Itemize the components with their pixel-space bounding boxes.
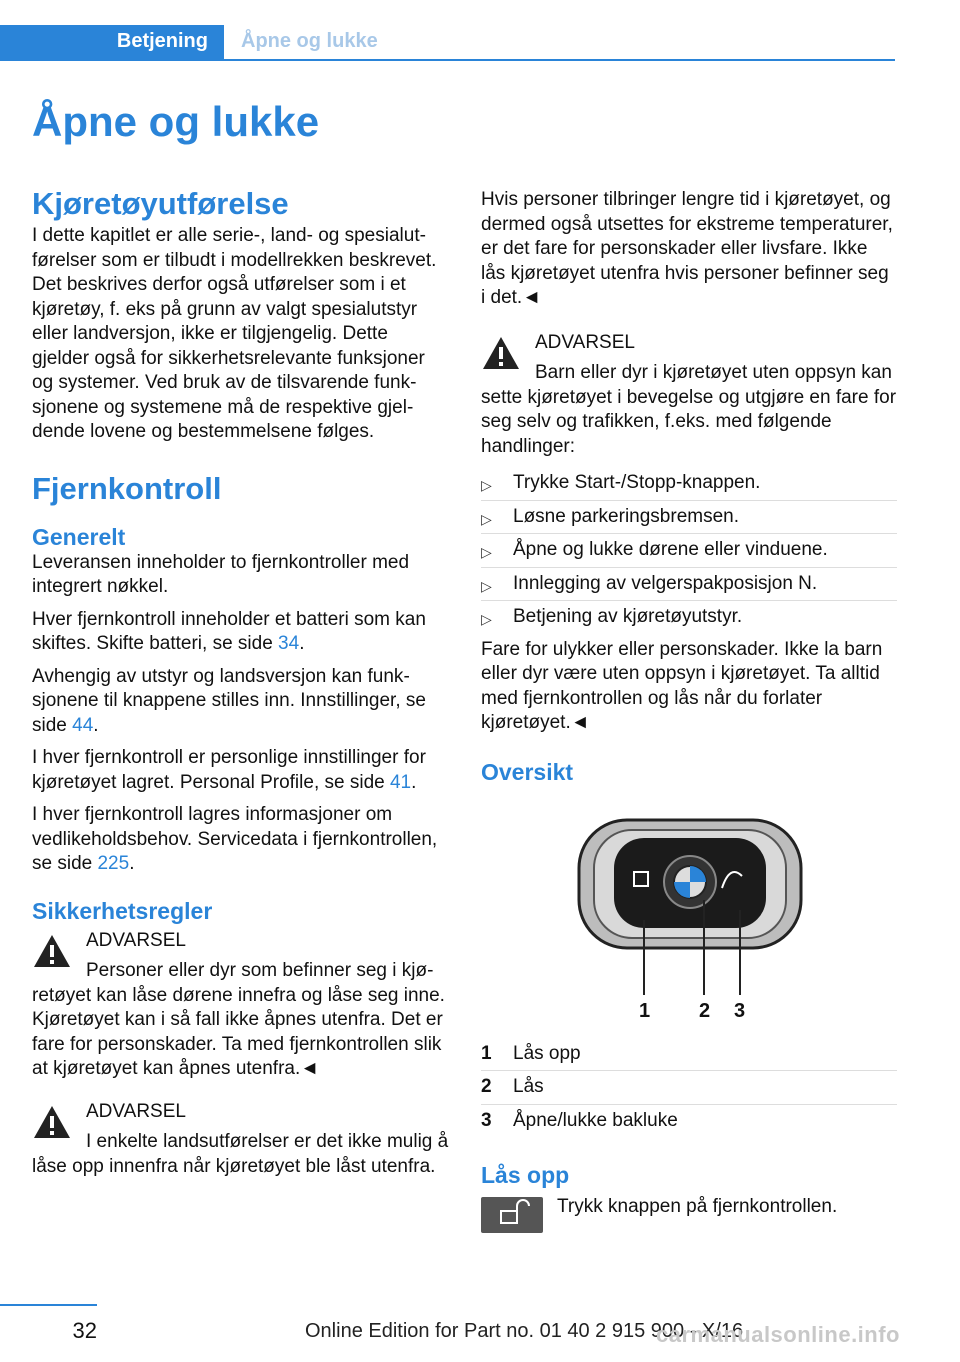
list-item: ▷ Innlegging av velgerspakposisjon N.: [481, 568, 897, 602]
list-item: ▷ Betjening av kjøretøyutstyr.: [481, 601, 897, 634]
page-link[interactable]: 44: [72, 714, 94, 736]
page-header: [0, 0, 895, 60]
remote-key-illustration: [564, 810, 814, 1020]
warning-block: [32, 929, 450, 1082]
list-item: ▷ Løsne parkeringsbremsen.: [481, 501, 897, 535]
action-list: [481, 467, 897, 634]
page-number-rule: [0, 1304, 97, 1343]
section-label: Betjening: [116, 30, 208, 52]
warning-block: [481, 331, 897, 460]
general-heading: Generelt: [32, 523, 126, 550]
warning-icon: [32, 1104, 72, 1140]
list-item: ▷ Åpne og lukke dørene eller vinduene.: [481, 534, 897, 568]
remote-heading: Fjernkontroll: [32, 470, 222, 506]
general-p2: Hver fjernkontroll inneholder et batteri som kan skiftes. Skifte batteri, se side 34.: [32, 608, 426, 654]
warning-icon: [32, 933, 72, 969]
warning-title: ADVARSEL: [86, 929, 186, 951]
figure-label: 3: [734, 999, 746, 1020]
page-link[interactable]: 34: [278, 633, 300, 654]
safety-heading: Sikkerhetsregler: [32, 897, 213, 924]
general-p1: Leveransen inneholder to fjernkontroller med integrert nøkkel.: [32, 551, 410, 597]
warning-after-text: Fare for ulykker eller personskader. Ikke la barn eller dyr være uten oppsyn i kjøretøyet. Ta alltid med fjernkontrollen og lås når du forlater kjøretøyet.◄: [481, 638, 883, 733]
general-p5: I hver fjernkontroll lagres informasjoner om vedlikeholdsbehov. Servicedata i fjernkontrollen, se side 225.: [32, 804, 438, 874]
triangle-bullet-icon: ▷: [481, 477, 492, 493]
chapter-tab: Åpne og lukke: [241, 30, 378, 52]
right-column: [481, 188, 897, 1239]
warning-text: I enkelte landsutførelser er det ikke mulig å låse opp innenfra når kjøretøyet ble låst utenfra.: [32, 1131, 449, 1177]
warning-title: ADVARSEL: [86, 1100, 186, 1122]
list-item: ▷ Trykke Start-/Stopp-knappen.: [481, 467, 897, 501]
page-number: 32: [72, 1318, 97, 1343]
vehicle-heading: Kjøretøyutførelse: [32, 186, 289, 221]
unlock-button-icon: [481, 1197, 543, 1233]
triangle-bullet-icon: ▷: [481, 577, 492, 594]
general-p4: I hver fjernkontroll er personlige innstillinger for kjøretøyet lagret. Personal Profile, se side 41.: [32, 747, 426, 793]
unlock-block: [481, 1191, 897, 1220]
left-column: [32, 186, 450, 1187]
warning-text: Barn eller dyr i kjøretøyet uten oppsyn kan sette kjøretøyet i bevegelse og utgjøre en fare for seg selv og trafikken, f.eks. med følgende handlinger:: [481, 362, 897, 457]
legend-item: 3 Åpne/lukke bakluke: [481, 1109, 678, 1131]
triangle-bullet-icon: ▷: [481, 510, 492, 527]
warning-icon: [481, 335, 521, 371]
legend-item: 2 Lås: [481, 1071, 897, 1105]
warning-block: [32, 1100, 450, 1180]
page-title: Åpne og lukke: [32, 98, 320, 145]
continued-text: Hvis personer tilbringer lengre tid i kjøretøyet, og dermed også utsettes for ekstreme temperaturer, er det fare for personskader eller livsfare. Ikke lås kjøretøyet utenfra hvis personer befinner seg i det.◄: [481, 189, 893, 308]
triangle-bullet-icon: ▷: [481, 611, 492, 627]
vehicle-text: I dette kapitlet er alle serie-, land- og spesialutførelser som er tilbudt i modellrekken beskrevet. Det beskrives derfor også utførelser som i et kjøretøy, f. eks på grunn av valgt spesialutstyr eller landversjon, ikke er tilgjengelig. Dette gjelder også for sikkerhetsrelevante funksjoner og systemer. Ved bruk av de tilsvarende funksjonene og systemene må de respektive gjeldende lovene og bestemmelsene følges.: [32, 225, 437, 442]
general-p3: Avhengig av utstyr og landsversjon kan funksjonene til knappene stilles inn. Innstillinger, se side 44.: [32, 665, 426, 736]
overview-heading: Oversikt: [481, 758, 574, 785]
edition-footer: Online Edition for Part no. 01 40 2 915 900 - X/16: [305, 1320, 744, 1342]
unlock-heading: Lås opp: [481, 1162, 570, 1188]
legend-list: [481, 1038, 897, 1138]
header-rule: [0, 59, 895, 61]
section-tab: [0, 25, 224, 60]
figure-label: 1: [639, 999, 651, 1020]
figure-label: 2: [699, 999, 711, 1020]
triangle-bullet-icon: ▷: [481, 544, 492, 560]
page-link[interactable]: 41: [389, 771, 412, 793]
legend-item: 1 Lås opp: [481, 1038, 897, 1072]
watermark: carmanualsonline.info: [656, 1322, 900, 1347]
warning-text: Personer eller dyr som befinner seg i kjøretøyet kan låse dørene innefra og låse seg inne. Kjøretøyet kan i så fall ikke åpnes utenfra. Det er fare for personskader. Ta med fjernkontrollen slik at kjøretøyet kan åpnes utenfra.◄: [32, 960, 445, 1079]
page-link[interactable]: 225: [97, 853, 130, 874]
warning-title: ADVARSEL: [535, 331, 635, 353]
unlock-text: Trykk knappen på fjernkontrollen.: [557, 1196, 838, 1217]
